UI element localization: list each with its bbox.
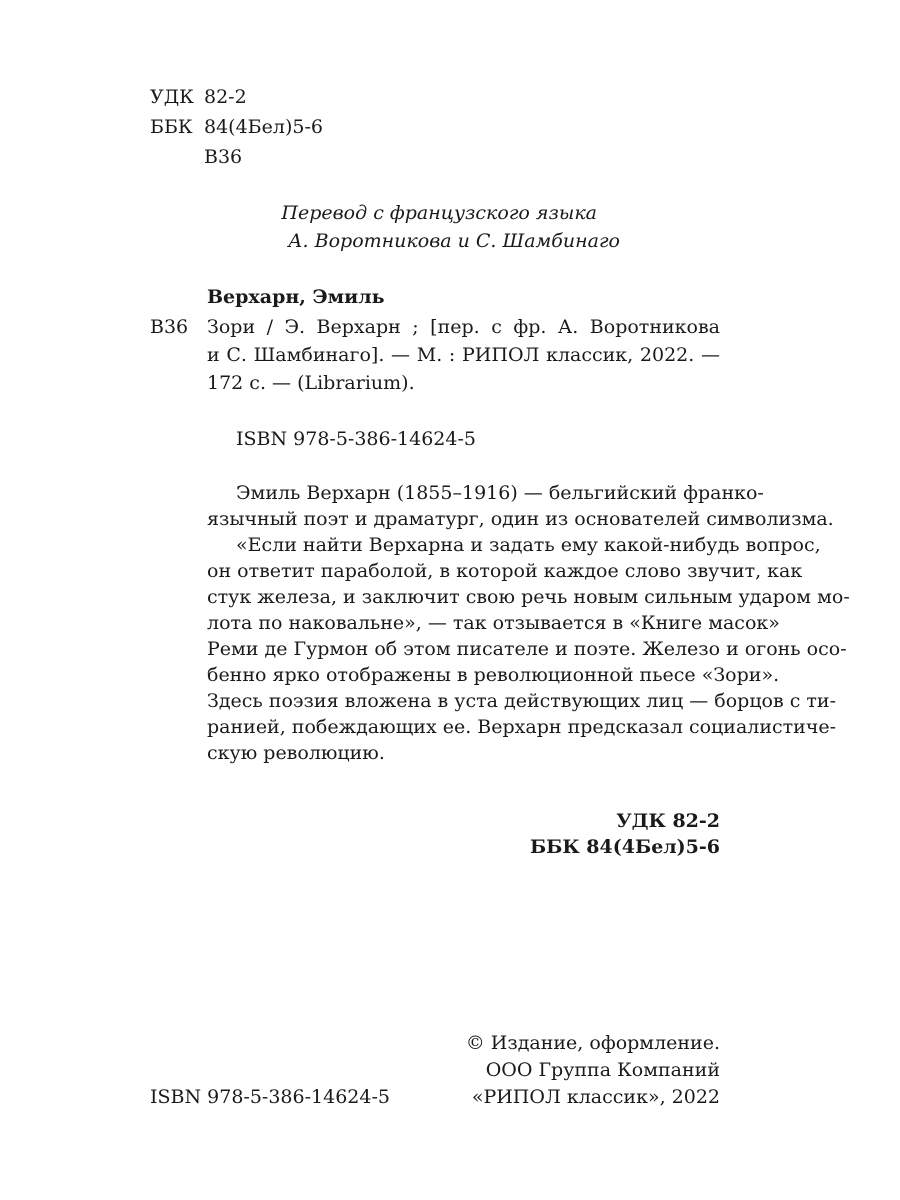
udk-label: УДК bbox=[150, 86, 194, 108]
footer-isbn: ISBN 978-5-386-14624-5 bbox=[150, 1086, 390, 1108]
bbk-value: 84(4Бел)5-6 bbox=[204, 116, 323, 138]
annotation-p2-line-1: «Если найти Верхарна и задать ему какой-нибудь вопрос, bbox=[236, 534, 821, 556]
annotation-p2-line-6: бенно ярко отображены в революционной пьесе «Зори». bbox=[207, 664, 780, 686]
description-line-3: 172 с. — (Librarium). bbox=[207, 372, 415, 394]
annotation-p1-line-2: язычный поэт и драматург, один из основателей символизма. bbox=[207, 508, 834, 530]
annotation-p1-line-1: Эмиль Верхарн (1855–1916) — бельгийский франко- bbox=[236, 482, 764, 504]
udk-code-right: УДК 82-2 bbox=[616, 810, 720, 832]
bbk-code-right: ББК 84(4Бел)5-6 bbox=[529, 836, 720, 858]
translation-line-1: Перевод с французского языка bbox=[281, 202, 597, 224]
annotation-p2-line-2: он ответит параболой, в которой каждое слово звучит, как bbox=[207, 560, 803, 582]
copyright-line-3: «РИПОЛ классик», 2022 bbox=[471, 1086, 720, 1108]
author-sign-top: В36 bbox=[204, 146, 243, 168]
annotation-p2-line-9: скую революцию. bbox=[207, 742, 385, 764]
annotation-p2-line-8: ранией, побеждающих ее. Верхарн предсказал социалистиче- bbox=[207, 716, 837, 738]
bbk-label: ББК bbox=[150, 116, 193, 138]
copyright-line-1: © Издание, оформление. bbox=[465, 1032, 720, 1054]
author-heading: Верхарн, Эмиль bbox=[207, 286, 385, 308]
copyright-line-2: ООО Группа Компаний bbox=[485, 1059, 720, 1081]
bbk-line bbox=[150, 114, 323, 140]
udk-line bbox=[150, 84, 247, 110]
description-line-1: Зори / Э. Верхарн ; [пер. с фр. А. Воротникова bbox=[207, 316, 720, 338]
translation-line-2: А. Воротникова и С. Шамбинаго bbox=[288, 230, 620, 252]
isbn-record: ISBN 978-5-386-14624-5 bbox=[236, 428, 476, 450]
annotation-p2-line-4: лота по наковальне», — так отзывается в «Книге масок» bbox=[207, 612, 780, 634]
annotation-p2-line-7: Здесь поэзия вложена в уста действующих лиц — борцов с ти- bbox=[207, 690, 836, 712]
annotation-p2-line-3: стук железа, и заключит свою речь новым сильным ударом мо- bbox=[207, 586, 850, 608]
udk-value: 82-2 bbox=[204, 86, 247, 108]
author-sign-record: В36 bbox=[150, 316, 189, 338]
annotation-p2-line-5: Реми де Гурмон об этом писателе и поэте. Железо и огонь осо- bbox=[207, 638, 847, 660]
description-line-2: и С. Шамбинаго]. — М. : РИПОЛ классик, 2022. — bbox=[207, 344, 720, 366]
